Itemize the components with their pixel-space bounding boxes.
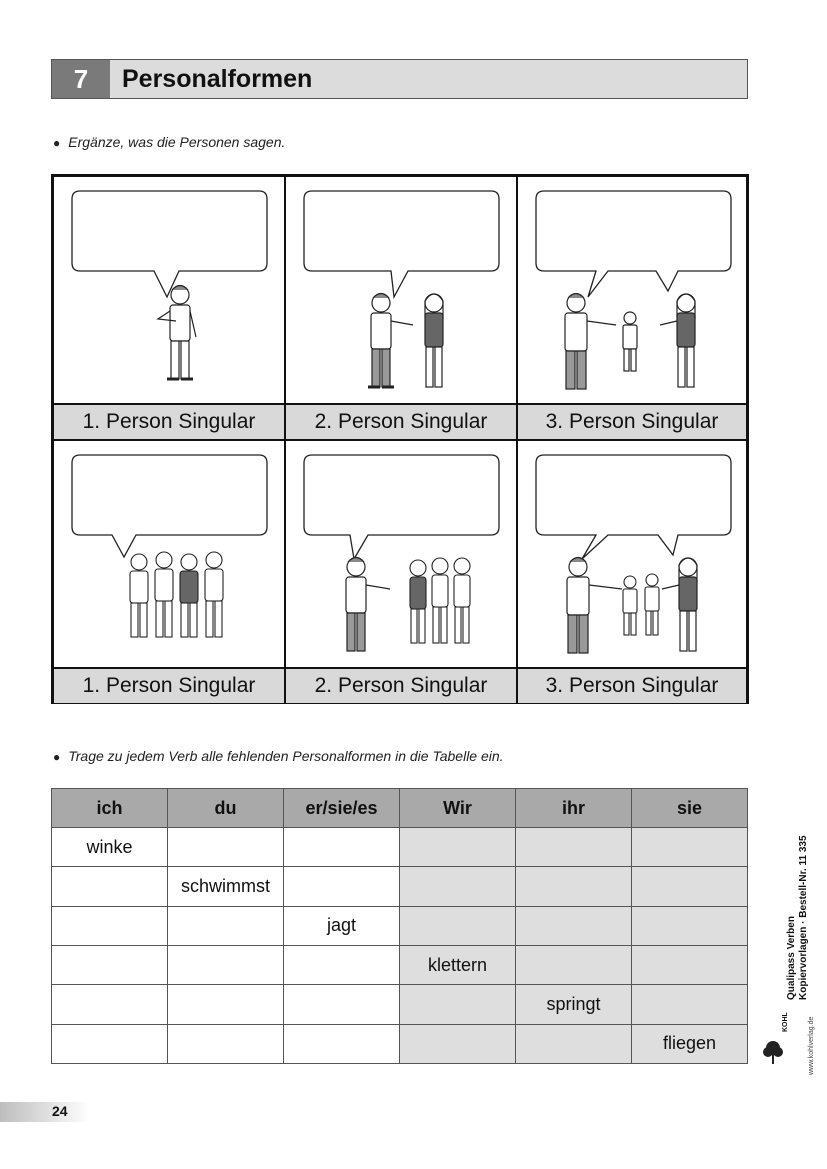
tree-logo-icon — [762, 1038, 784, 1068]
panel-5-illustration — [286, 441, 516, 669]
boy-figure — [346, 558, 390, 652]
boy-figure — [565, 294, 616, 390]
table-row — [52, 945, 748, 984]
table-row — [52, 867, 748, 906]
verb-table — [51, 788, 748, 1064]
column-header: du — [168, 789, 284, 828]
panel-3-illustration — [518, 177, 746, 405]
table-cell[interactable] — [516, 867, 632, 906]
table-cell[interactable] — [168, 945, 284, 984]
girl-figure — [660, 294, 695, 387]
panel-1-illustration — [54, 177, 284, 405]
table-cell[interactable] — [632, 945, 748, 984]
page-title: Personalformen — [122, 65, 313, 93]
panel-5 — [286, 441, 518, 703]
table-row — [52, 906, 748, 945]
table-cell[interactable] — [400, 906, 516, 945]
table-cell: schwimmst — [168, 867, 284, 906]
instruction-2-text: Trage zu jedem Verb alle fehlenden Personalformen in die Tabelle ein. — [68, 748, 504, 764]
instruction-2 — [53, 748, 504, 764]
panel-4-illustration — [54, 441, 284, 669]
bullet-icon: ● — [53, 136, 61, 150]
table-cell[interactable] — [632, 906, 748, 945]
table-cell[interactable] — [284, 1024, 400, 1063]
table-cell[interactable] — [52, 945, 168, 984]
table-cell: jagt — [284, 906, 400, 945]
table-cell[interactable] — [400, 1024, 516, 1063]
panel-6 — [518, 441, 746, 703]
table-cell[interactable] — [52, 1024, 168, 1063]
boy-figure — [567, 558, 622, 654]
panel-6-illustration — [518, 441, 746, 669]
section-number: 7 — [52, 60, 110, 98]
speech-bubble[interactable] — [72, 191, 267, 297]
girl-figure — [662, 558, 697, 651]
table-cell[interactable] — [516, 1024, 632, 1063]
table-cell[interactable] — [632, 867, 748, 906]
speech-bubble[interactable] — [304, 455, 499, 559]
table-cell[interactable] — [516, 945, 632, 984]
instruction-1 — [53, 134, 285, 150]
table-cell: fliegen — [632, 1024, 748, 1063]
column-header: er/sie/es — [284, 789, 400, 828]
publisher-credit — [786, 835, 810, 1000]
publisher-url: www.kohlverlag.de — [808, 1016, 815, 1075]
panel-caption: 3. Person Singular — [518, 403, 746, 439]
table-cell[interactable] — [284, 985, 400, 1024]
table-cell[interactable] — [52, 985, 168, 1024]
panel-4 — [54, 441, 286, 703]
girl-figure — [425, 294, 443, 387]
panel-caption: 1. Person Singular — [54, 667, 284, 703]
speech-bubble[interactable] — [304, 191, 499, 297]
table-cell[interactable] — [516, 906, 632, 945]
speech-bubble[interactable] — [536, 455, 731, 559]
speech-bubble[interactable] — [536, 191, 731, 297]
section-header — [51, 59, 748, 99]
bullet-icon: ● — [53, 750, 61, 764]
boy-figure — [368, 294, 413, 388]
panel-caption: 3. Person Singular — [518, 667, 746, 703]
boy-figure — [158, 286, 196, 380]
logo-text: KOHL — [782, 1012, 789, 1032]
table-cell[interactable] — [400, 867, 516, 906]
group-of-three — [410, 558, 470, 643]
table-cell: winke — [52, 828, 168, 867]
table-cell[interactable] — [400, 828, 516, 867]
table-cell[interactable] — [632, 828, 748, 867]
column-header: ich — [52, 789, 168, 828]
publisher-logo — [762, 1012, 789, 1073]
panel-caption: 2. Person Singular — [286, 403, 516, 439]
table-row — [52, 985, 748, 1024]
column-header: ihr — [516, 789, 632, 828]
page-number: 24 — [52, 1103, 68, 1119]
speech-bubble[interactable] — [72, 455, 267, 557]
table-cell[interactable] — [52, 867, 168, 906]
table-cell[interactable] — [52, 906, 168, 945]
credit-line-2: Kopiervorlagen · Bestell-Nr. 11 335 — [798, 835, 809, 1000]
table-cell: klettern — [400, 945, 516, 984]
table-cell[interactable] — [168, 828, 284, 867]
group-of-four — [130, 552, 223, 637]
table-row — [52, 1024, 748, 1063]
column-header: Wir — [400, 789, 516, 828]
table-cell[interactable] — [516, 828, 632, 867]
panel-caption: 2. Person Singular — [286, 667, 516, 703]
table-header-row — [52, 789, 748, 828]
table-row — [52, 828, 748, 867]
panel-2 — [286, 177, 518, 441]
table-cell[interactable] — [168, 985, 284, 1024]
table-cell: springt — [516, 985, 632, 1024]
panel-2-illustration — [286, 177, 516, 405]
small-child-figure — [623, 312, 637, 371]
comic-grid — [51, 174, 749, 704]
instruction-1-text: Ergänze, was die Personen sagen. — [68, 134, 286, 150]
two-small-children — [623, 574, 659, 635]
table-cell[interactable] — [284, 867, 400, 906]
panel-1 — [54, 177, 286, 441]
table-cell[interactable] — [400, 985, 516, 1024]
panel-caption: 1. Person Singular — [54, 403, 284, 439]
table-cell[interactable] — [168, 1024, 284, 1063]
column-header: sie — [632, 789, 748, 828]
table-cell[interactable] — [632, 985, 748, 1024]
table-cell[interactable] — [284, 828, 400, 867]
page-number-strip — [0, 1102, 90, 1122]
panel-3 — [518, 177, 746, 441]
table-cell[interactable] — [284, 945, 400, 984]
table-cell[interactable] — [168, 906, 284, 945]
credit-line-1: Qualipass Verben — [786, 916, 797, 1000]
